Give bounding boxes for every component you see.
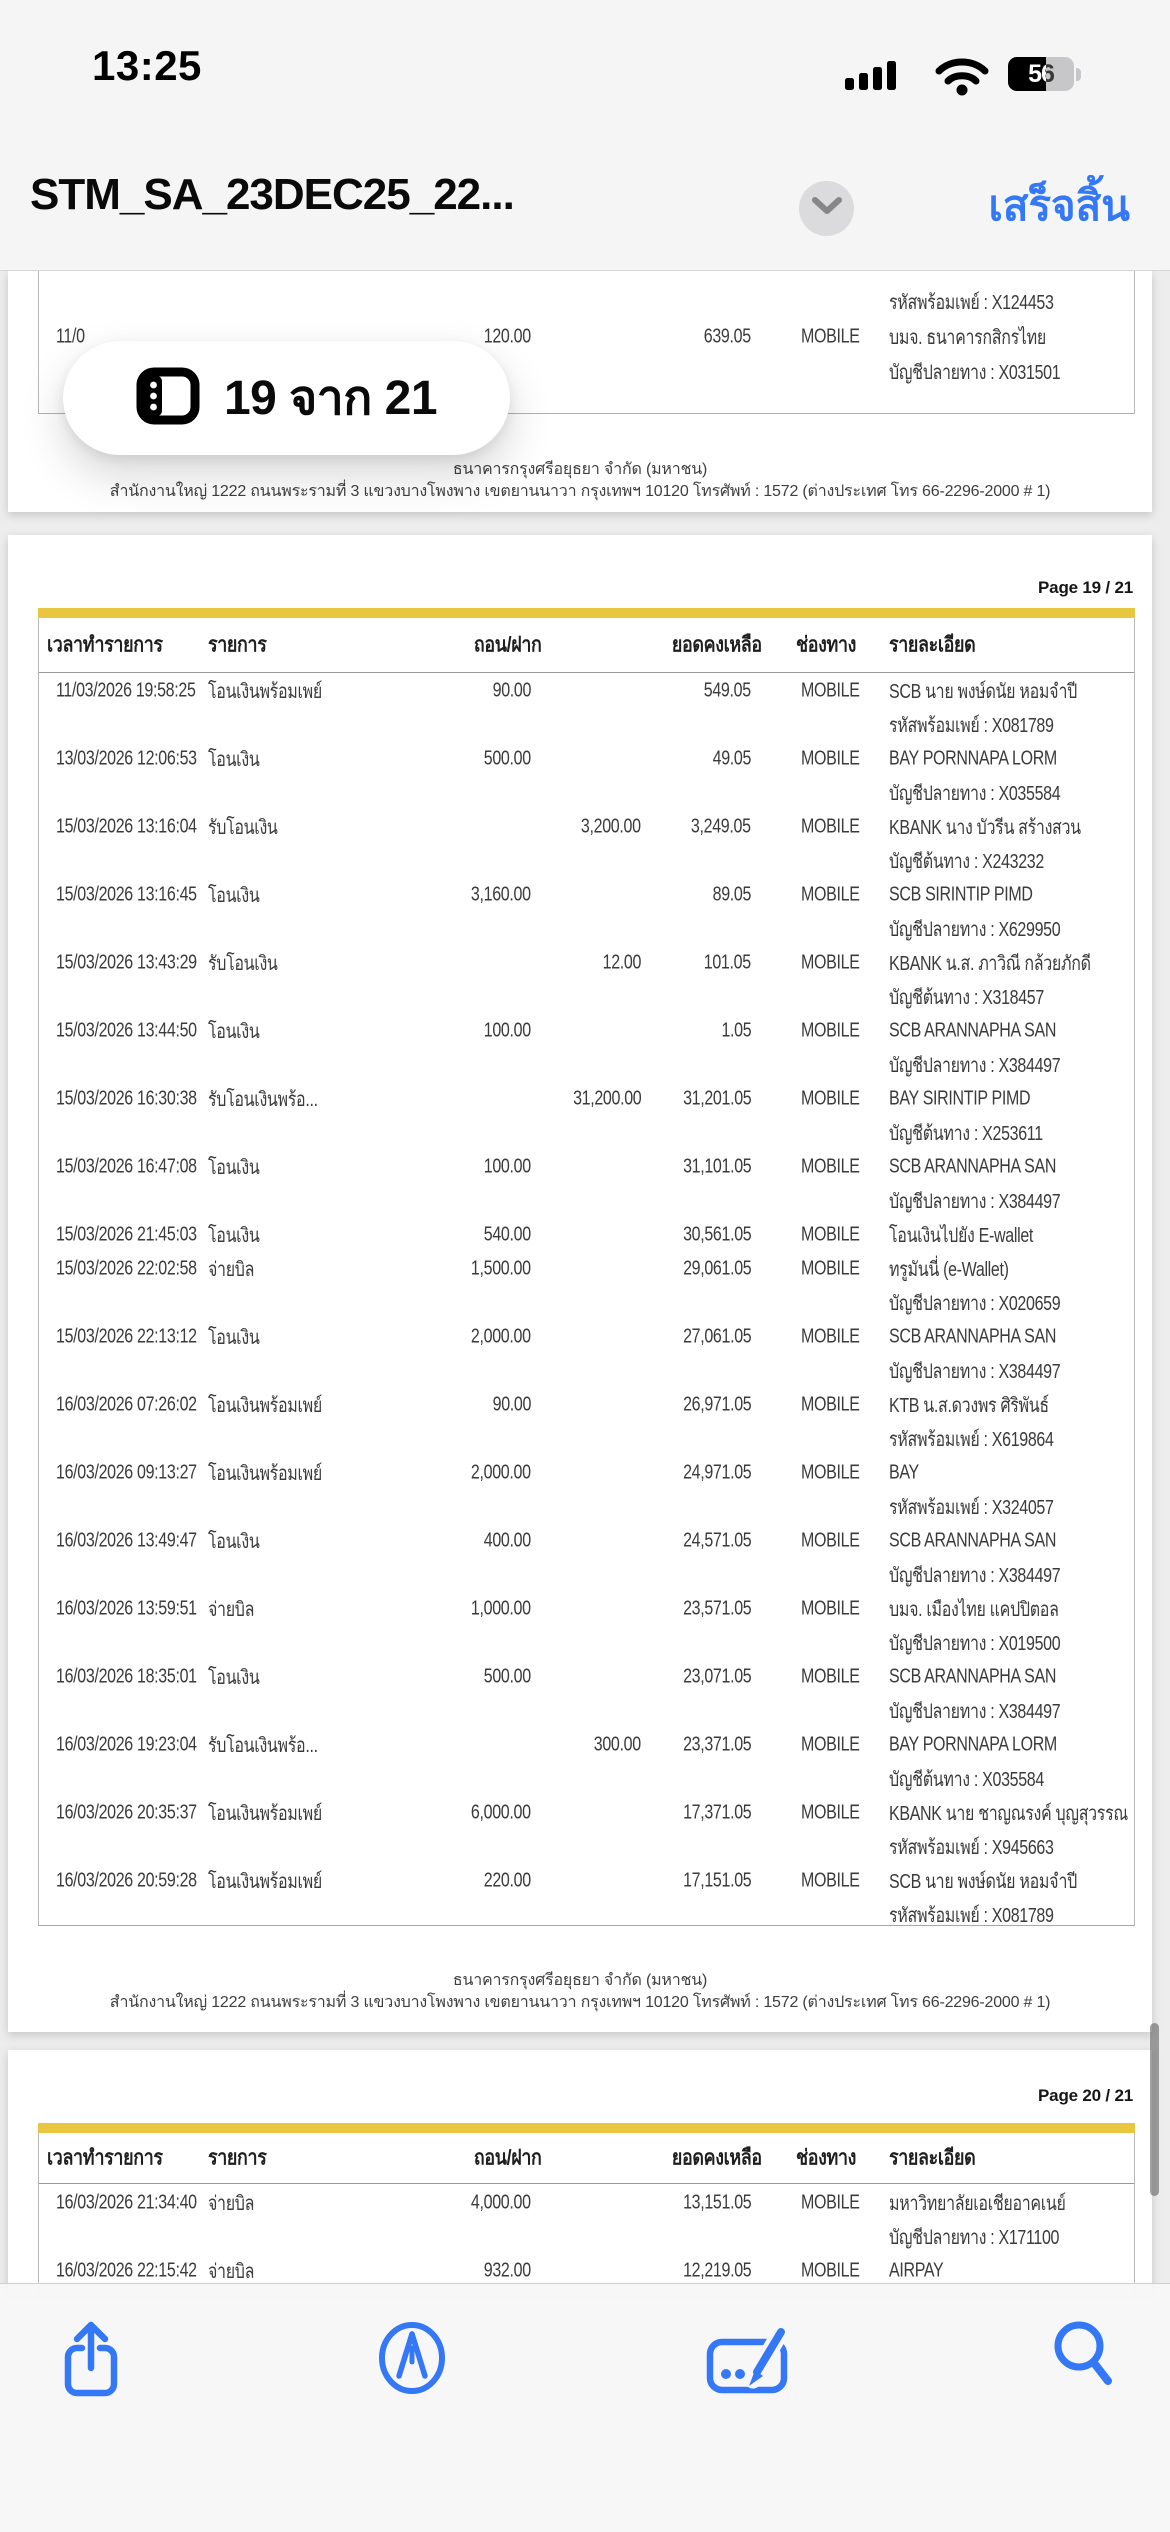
header-time: เวลาทำรายการ [47, 633, 163, 657]
pdf-page-19 [8, 535, 1152, 2032]
cell-channel: MOBILE [801, 2259, 860, 2282]
cell-balance: 26,971.05 [682, 1393, 751, 1416]
cell-detail-code: บัญชีปลายทาง : X384497 [889, 1055, 1061, 1077]
cell-channel: MOBILE [801, 325, 860, 347]
cell-detail-name: AIRPAY [889, 2259, 944, 2282]
cell-channel: MOBILE [801, 1597, 860, 1620]
cell-detail-name: ทรูมันนี่ (e-Wallet) [889, 1259, 1009, 1281]
table-row [39, 878, 1134, 946]
header-amount: ถอน/ฝาก [474, 2146, 542, 2170]
cell-detail-code: บัญชีปลายทาง : X629950 [889, 919, 1061, 941]
cell-detail-code: รหัสพร้อมเพย์ : X945663 [889, 1837, 1054, 1859]
cell-channel: MOBILE [801, 747, 860, 770]
cell-detail-code: บัญชีปลายทาง : X171100 [889, 2227, 1060, 2249]
cell-description: โอนเงินพร้อมเพย์ [208, 681, 322, 703]
top-bar [0, 0, 1170, 271]
cell-balance: 23,371.05 [682, 1733, 751, 1756]
cell-time: 16/03/2026 09:13:27 [56, 1461, 197, 1484]
cell-detail-name: KBANK น.ส. ภาวิณี กล้วยภักดี [889, 953, 1091, 975]
cell-time: 16/03/2026 07:26:02 [56, 1393, 197, 1416]
cell-balance: 23,571.05 [682, 1597, 751, 1620]
table-accent-bar [38, 608, 1135, 618]
cell-channel: MOBILE [801, 1733, 860, 1756]
table-row [39, 1660, 1134, 1728]
pdf-footer-address: สำนักงานใหญ่ 1222 ถนนพระรามที่ 3 แขวงบางโพงพาง เขตยานนาวา กรุงเทพฯ 10120 โทรศัพท์ : 1572 (ต่างประเทศ โทร 66-2296-2000 # 1) [109, 483, 1051, 500]
cell-detail-code: บัญชีปลายทาง : X384497 [889, 1191, 1061, 1213]
table-row [39, 1014, 1134, 1082]
cell-detail-code: รหัสพร้อมเพย์ : X324057 [889, 1497, 1054, 1519]
table-rows-19 [39, 672, 1134, 1932]
transactions-table-20 [38, 2123, 1135, 2295]
cell-withdraw-amount: 220.00 [483, 1869, 531, 1892]
cell-detail-code: บัญชีต้นทาง : X243232 [889, 851, 1044, 873]
cell-description: โอนเงิน [208, 1667, 260, 1689]
cell-time: 16/03/2026 18:35:01 [56, 1665, 197, 1688]
pages-icon [136, 367, 200, 430]
cell-channel: MOBILE [801, 2191, 860, 2214]
cell-detail-name: SCB ARANNAPHA SAN [889, 1665, 1057, 1688]
page-number-label: Page 20 / 21 [1038, 2086, 1133, 2105]
cell-description: โอนเงินพร้อมเพย์ [208, 1803, 322, 1825]
cell-channel: MOBILE [801, 1801, 860, 1824]
cell-detail-code: บัญชีปลายทาง : X035584 [889, 783, 1061, 805]
table-accent-bar [38, 2123, 1135, 2133]
cell-time: 16/03/2026 21:34:40 [56, 2191, 197, 2214]
cell-channel: MOBILE [801, 1665, 860, 1688]
page-indicator-label: 19 จาก 21 [223, 372, 438, 425]
cell-channel: MOBILE [801, 951, 860, 974]
header-time: เวลาทำรายการ [47, 2146, 163, 2170]
cell-detail-code: บัญชีปลายทาง : X031501 [889, 361, 1061, 384]
pdf-page-20 [8, 2050, 1152, 2295]
cell-detail-name: BAY [889, 1461, 919, 1484]
search-button[interactable] [1052, 2318, 1114, 2403]
table-row [39, 810, 1134, 878]
table-row [39, 946, 1134, 1014]
cell-time: 16/03/2026 20:59:28 [56, 1869, 197, 1892]
cell-withdraw-amount: 6,000.00 [471, 1801, 531, 1824]
pdf-footer-bank: ธนาคารกรุงศรีอยุธยา จำกัด (มหาชน) [452, 461, 708, 478]
cell-balance: 31,201.05 [682, 1087, 751, 1110]
cell-withdraw-amount: 2,000.00 [471, 1325, 531, 1348]
cell-detail-name: โอนเงินไปยัง E-wallet [889, 1225, 1034, 1247]
share-button[interactable] [62, 2318, 120, 2403]
cell-withdraw-amount: 100.00 [483, 1019, 531, 1042]
cell-time: 11/03/2026 19:58:25 [56, 679, 196, 702]
cell-deposit-amount: 3,200.00 [581, 815, 641, 838]
table-row [39, 1218, 1134, 1252]
table-row [39, 674, 1134, 742]
cell-detail-name: SCB นาย พงษ์ดนัย หอมจำปี [889, 1871, 1077, 1893]
cell-description: โอนเงิน [208, 1327, 260, 1349]
cell-time: 15/03/2026 22:13:12 [56, 1325, 197, 1348]
cell-balance: 17,371.05 [682, 1801, 751, 1824]
cell-detail-name: SCB นาย พงษ์ดนัย หอมจำปี [889, 681, 1077, 703]
title-menu-button[interactable] [799, 181, 854, 236]
header-detail: รายละเอียด [889, 2146, 976, 2170]
cell-description: จ่ายบิล [208, 2193, 255, 2215]
battery-icon [1008, 57, 1081, 91]
cell-detail-name: KTB น.ส.ดวงพร ศิริพันธ์ [889, 1395, 1049, 1417]
cell-channel: MOBILE [801, 1529, 860, 1552]
cell-withdraw-amount: 90.00 [492, 1393, 531, 1416]
cell-detail-name: SCB ARANNAPHA SAN [889, 1529, 1057, 1552]
table-row [39, 1388, 1134, 1456]
cell-detail-name: BAY SIRINTIP PIMD [889, 1087, 1031, 1110]
cell-channel: MOBILE [801, 1257, 860, 1280]
cell-description: โอนเงิน [208, 1225, 260, 1247]
cell-description: รับโอนเงิน [208, 953, 278, 975]
table-row [39, 1864, 1134, 1932]
document-title: STM_SA_23DEC25_22... [30, 170, 514, 219]
cell-channel: MOBILE [801, 1223, 860, 1246]
cell-detail-code: รหัสพร้อมเพย์ : X124453 [889, 291, 1054, 314]
page-number-label: Page 19 / 21 [1038, 578, 1133, 597]
cell-balance: 31,101.05 [682, 1155, 751, 1178]
cell-withdraw-amount: 932.00 [483, 2259, 531, 2282]
header-balance: ยอดคงเหลือ [672, 633, 762, 657]
cell-detail-name: SCB ARANNAPHA SAN [889, 1325, 1057, 1348]
cell-detail-code: บัญชีต้นทาง : X318457 [889, 987, 1044, 1009]
cell-channel: MOBILE [801, 1325, 860, 1348]
done-button[interactable]: เสร็จสิ้น [988, 182, 1130, 229]
cell-time: 16/03/2026 13:59:51 [56, 1597, 197, 1620]
scrollbar-thumb[interactable] [1150, 2023, 1159, 2196]
table-row [39, 1728, 1134, 1796]
cell-balance: 23,071.05 [682, 1665, 751, 1688]
cell-detail-name: มหาวิทยาลัยเอเชียอาคเนย์ [889, 2193, 1066, 2215]
cell-detail-code: รหัสพร้อมเพย์ : X081789 [889, 715, 1054, 737]
cell-time: 15/03/2026 13:16:45 [56, 883, 197, 906]
cell-description: โอนเงินพร้อมเพย์ [208, 1463, 322, 1485]
table-row [39, 1524, 1134, 1592]
cell-withdraw-amount: 90.00 [492, 679, 531, 702]
cell-detail-code: บัญชีต้นทาง : X253611 [889, 1123, 1043, 1145]
cell-description: โอนเงิน [208, 1531, 260, 1553]
cell-withdraw-amount: 3,160.00 [471, 883, 531, 906]
cell-balance: 30,561.05 [682, 1223, 751, 1246]
header-description: รายการ [208, 2146, 267, 2170]
cell-balance: 639.05 [703, 325, 751, 347]
cell-detail-code: บัญชีปลายทาง : X384497 [889, 1565, 1061, 1587]
cell-channel: MOBILE [801, 883, 860, 906]
cell-time: 13/03/2026 12:06:53 [56, 747, 197, 770]
table-row [39, 1252, 1134, 1320]
cell-detail-code: บัญชีต้นทาง : X035584 [889, 1769, 1044, 1791]
markup-button[interactable] [377, 2318, 447, 2403]
cell-time: 15/03/2026 13:44:50 [56, 1019, 197, 1042]
cell-detail-code: บัญชีปลายทาง : X384497 [889, 1701, 1061, 1723]
header-description: รายการ [208, 633, 267, 657]
cell-balance: 101.05 [703, 951, 751, 974]
cell-description: จ่ายบิล [208, 1259, 255, 1281]
cell-withdraw-amount: 1,000.00 [471, 1597, 531, 1620]
cell-detail-name: BAY PORNNAPA LORM [889, 747, 1057, 770]
cell-description: รับโอนเงินพร้อ... [208, 1735, 318, 1757]
cell-withdraw-amount: 400.00 [483, 1529, 531, 1552]
cell-detail-name: KBANK นาย ชาญณรงค์ บุญสุวรรณ [889, 1803, 1128, 1825]
cell-description: โอนเงินพร้อมเพย์ [208, 1395, 322, 1417]
cell-balance: 1.05 [721, 1019, 751, 1042]
pdf-footer-address: สำนักงานใหญ่ 1222 ถนนพระรามที่ 3 แขวงบางโพงพาง เขตยานนาวา กรุงเทพฯ 10120 โทรศัพท์ : 1572 (ต่างประเทศ โทร 66-2296-2000 # 1) [109, 1994, 1051, 2011]
cell-time: 16/03/2026 22:15:42 [56, 2259, 197, 2282]
cell-description: โอนเงินพร้อมเพย์ [208, 1871, 322, 1893]
table-row [39, 1456, 1134, 1524]
table-row [39, 1082, 1134, 1150]
cell-withdraw-amount: 500.00 [483, 1665, 531, 1688]
cell-detail-name: SCB SIRINTIP PIMD [889, 883, 1033, 906]
table-row [39, 284, 1134, 319]
cell-description: โอนเงิน [208, 1021, 260, 1043]
table-header [39, 618, 1134, 673]
cell-description: รับโอนเงินพร้อ... [208, 1089, 318, 1111]
table-header [39, 2133, 1134, 2184]
cell-withdraw-amount: 100.00 [483, 1155, 531, 1178]
cell-detail-code: บัญชีปลายทาง : X019500 [889, 1633, 1061, 1655]
table-row [39, 1796, 1134, 1864]
cell-balance: 24,971.05 [682, 1461, 751, 1484]
cell-deposit-amount: 31,200.00 [572, 1087, 641, 1110]
cell-balance: 49.05 [712, 747, 751, 770]
cell-detail-name: KBANK นาง บัวรีน สร้างสวน [889, 817, 1081, 839]
cell-detail-code: บัญชีปลายทาง : X384497 [889, 1361, 1061, 1383]
cell-detail-code: รหัสพร้อมเพย์ : X619864 [889, 1429, 1054, 1451]
cell-deposit-amount: 300.00 [593, 1733, 641, 1756]
cell-detail-name: บมจ. ธนาคารกสิกรไทย [889, 326, 1046, 349]
cell-withdraw-amount: 2,000.00 [471, 1461, 531, 1484]
cell-balance: 24,571.05 [682, 1529, 751, 1552]
cell-detail-code: รหัสพร้อมเพย์ : X081789 [889, 1905, 1054, 1927]
table-row [39, 1320, 1134, 1388]
cell-detail-name: SCB ARANNAPHA SAN [889, 1155, 1057, 1178]
cell-channel: MOBILE [801, 1393, 860, 1416]
cell-channel: MOBILE [801, 679, 860, 702]
cell-withdraw-amount: 500.00 [483, 747, 531, 770]
cell-channel: MOBILE [801, 1461, 860, 1484]
cell-deposit-amount: 12.00 [602, 951, 641, 974]
cell-balance: 13,151.05 [682, 2191, 751, 2214]
cell-channel: MOBILE [801, 1087, 860, 1110]
cell-time: 11/0 [56, 325, 85, 347]
cell-detail-code: บัญชีปลายทาง : X020659 [889, 1293, 1061, 1315]
search-icon [1052, 2318, 1114, 2403]
cell-description: จ่ายบิล [208, 1599, 255, 1621]
cell-balance: 12,219.05 [682, 2259, 751, 2282]
cell-channel: MOBILE [801, 815, 860, 838]
cell-description: รับโอนเงิน [208, 817, 278, 839]
cell-detail-name: SCB ARANNAPHA SAN [889, 1019, 1057, 1042]
cell-time: 15/03/2026 13:16:04 [56, 815, 197, 838]
cell-description: โอนเงิน [208, 1157, 260, 1179]
page-indicator-pill[interactable] [63, 341, 510, 455]
cell-balance: 3,249.05 [691, 815, 751, 838]
cell-time: 15/03/2026 21:45:03 [56, 1223, 197, 1246]
cell-detail-name: BAY PORNNAPA LORM [889, 1733, 1057, 1756]
cell-channel: MOBILE [801, 1155, 860, 1178]
table-row [39, 742, 1134, 810]
cell-description: โอนเงิน [208, 749, 260, 771]
clock-label: 13:25 [92, 42, 202, 89]
header-detail: รายละเอียด [889, 633, 976, 657]
cell-time: 15/03/2026 13:43:29 [56, 951, 197, 974]
cell-description: จ่ายบิล [208, 2261, 255, 2283]
cellular-signal-icon [845, 60, 896, 90]
cell-channel: MOBILE [801, 1869, 860, 1892]
cell-withdraw-amount: 540.00 [483, 1223, 531, 1246]
cell-withdraw-amount: 4,000.00 [471, 2191, 531, 2214]
cell-time: 15/03/2026 22:02:58 [56, 1257, 197, 1280]
bottom-toolbar [0, 2283, 1170, 2532]
table-row [39, 1150, 1134, 1218]
cell-time: 15/03/2026 16:47:08 [56, 1155, 197, 1178]
cell-withdraw-amount: 120.00 [483, 325, 531, 347]
cell-balance: 89.05 [712, 883, 751, 906]
header-channel: ช่องทาง [796, 2146, 857, 2170]
cell-time: 16/03/2026 19:23:04 [56, 1733, 197, 1756]
header-amount: ถอน/ฝาก [474, 633, 542, 657]
cell-balance: 29,061.05 [682, 1257, 751, 1280]
cell-detail-name: บมจ. เมืองไทย แคปปิตอล [889, 1599, 1059, 1621]
battery-percent-label: 56 [1028, 59, 1054, 88]
cell-time: 16/03/2026 20:35:37 [56, 1801, 197, 1824]
cell-balance: 549.05 [703, 679, 751, 702]
cell-balance: 17,151.05 [682, 1869, 751, 1892]
share-icon [62, 2318, 120, 2403]
cell-withdraw-amount: 1,500.00 [471, 1257, 531, 1280]
table-row [39, 1592, 1134, 1660]
cell-description: โอนเงิน [208, 885, 260, 907]
cell-time: 15/03/2026 16:30:38 [56, 1087, 197, 1110]
fill-sign-icon [705, 2318, 795, 2403]
wifi-icon [934, 55, 990, 102]
pdf-footer-bank: ธนาคารกรุงศรีอยุธยา จำกัด (มหาชน) [452, 1972, 708, 1989]
transactions-table-19 [38, 608, 1135, 1926]
cell-time: 16/03/2026 13:49:47 [56, 1529, 197, 1552]
cell-channel: MOBILE [801, 1019, 860, 1042]
table-row [39, 2186, 1134, 2254]
chevron-down-icon [812, 197, 842, 220]
markup-pen-icon [377, 2318, 447, 2403]
header-balance: ยอดคงเหลือ [672, 2146, 762, 2170]
header-channel: ช่องทาง [796, 633, 857, 657]
cell-balance: 27,061.05 [682, 1325, 751, 1348]
fill-sign-button[interactable] [705, 2318, 795, 2403]
table-rows-20 [39, 2183, 1134, 2288]
